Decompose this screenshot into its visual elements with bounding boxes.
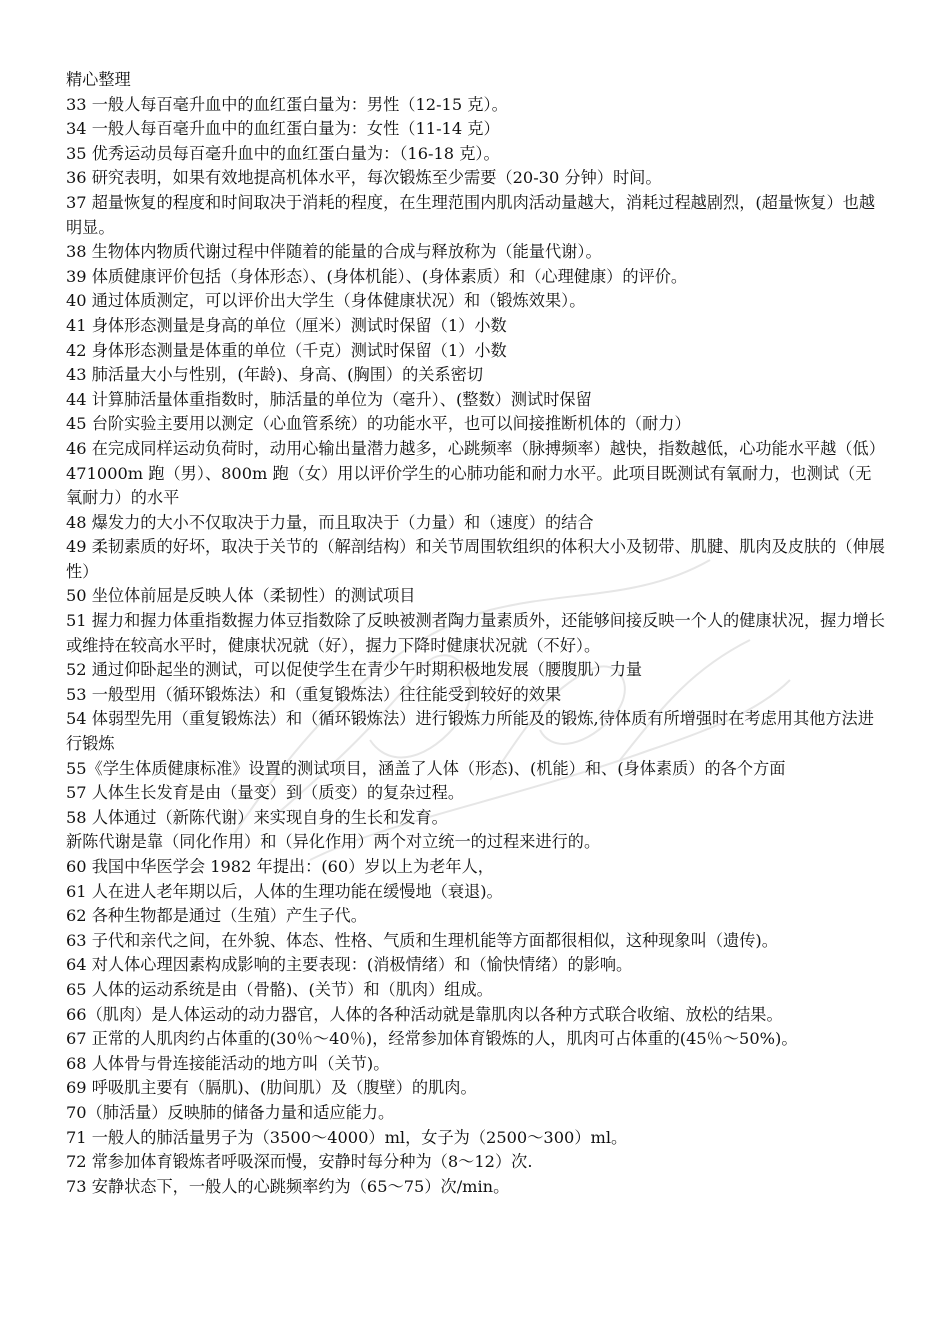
text-line: 67 正常的人肌肉约占体重的(30％～40％)，经常参加体育锻炼的人，肌肉可占体重的(45％～50%)。	[66, 1029, 798, 1049]
text-line: 65 人体的运动系统是由（骨骼)、(关节）和（肌肉）组成。	[66, 979, 493, 999]
text-line: 49 柔韧素质的好坏，取决于关节的（解剖结构）和关节周围软组织的体积大小及韧带、肌腱、肌肉及皮肤的（伸展性）	[66, 537, 885, 581]
text-line: 68 人体骨与骨连接能活动的地方叫（关节)。	[66, 1053, 390, 1073]
text-line: 39 体质健康评价包括（身体形态）、(身体机能）、(身体素质）和（心理健康）的评价。	[66, 266, 688, 286]
text-line: 37 超量恢复的程度和时间取决于消耗的程度，在生理范围内肌肉活动量越大，消耗过程越剧烈，(超量恢复）也越明显。	[66, 192, 876, 237]
content-lines	[66, 93, 886, 1200]
text-line: 471000m 跑（男）、800m 跑（女）用以评价学生的心肺功能和耐力水平。此项目既测试有氧耐力，也测试（无氧耐力）的水平	[66, 463, 872, 508]
text-line: 55《学生体质健康标准》设置的测试项目，涵盖了人体（形态)、(机能）和、(身体素质）的各个方面	[66, 758, 786, 778]
page-header: 精心整理	[66, 70, 131, 89]
text-line: 71 一般人的肺活量男子为（3500～4000）ml，女子为（2500～300）ml。	[66, 1127, 628, 1147]
text-line: 57 人体生长发育是由（量变）到（质变）的复杂过程。	[66, 783, 465, 803]
text-line: 61 人在进人老年期以后，人体的生理功能在缓慢地（衰退)。	[66, 881, 503, 901]
text-line: 41 身体形态测量是身高的单位（厘米）测试时保留（1）小数	[66, 315, 507, 335]
text-line: 69 呼吸肌主要有（膈肌)、(肋间肌）及（腹壁）的肌肉。	[66, 1078, 477, 1098]
text-line: 45 台阶实验主要用以测定（心血管系统）的功能水平，也可以间接推断机体的（耐力）	[66, 414, 691, 434]
text-line: 43 肺活量大小与性别，(年龄)、身高、(胸围）的关系密切	[66, 365, 484, 385]
text-line: 48 爆发力的大小不仅取决于力量，而且取决于（力量）和（速度）的结合	[66, 512, 594, 532]
text-line: 46 在完成同样运动负荷时，动用心输出量潜力越多，心跳频率（脉搏频率）越快，指数越低，心功能水平越（低）	[66, 438, 885, 458]
text-line: 58 人体通过（新陈代谢）来实现自身的生长和发育。	[66, 807, 448, 827]
text-line: 53 一般型用（循环锻炼法）和（重复锻炼法）往往能受到较好的效果	[66, 684, 562, 704]
text-line: 33 一般人每百毫升血中的血红蛋白量为：男性（12-15 克）。	[66, 94, 508, 114]
text-line: 63 子代和亲代之间，在外貌、体态、性格、气质和生理机能等方面都很相似，这种现象叫（遗传)。	[66, 930, 778, 950]
text-line: 38 生物体内物质代谢过程中伴随着的能量的合成与释放称为（能量代谢）。	[66, 242, 602, 262]
text-line: 新陈代谢是靠（同化作用）和（异化作用）两个对立统一的过程来进行的。	[66, 832, 601, 852]
text-line: 54 体弱型先用（重复锻炼法）和（循环锻炼法）进行锻炼力所能及的锻炼,待体质有所增强时在考虑用其他方法进行锻炼	[66, 709, 874, 754]
text-line: 72 常参加体育锻炼者呼吸深而慢，安静时每分种为（8～12）次.	[66, 1152, 533, 1172]
text-line: 34 一般人每百毫升血中的血红蛋白量为：女性（11-14 克）	[66, 119, 500, 139]
text-line: 60 我国中华医学会 1982 年提出：(60）岁以上为老年人，	[66, 857, 494, 876]
text-line: 51 握力和握力体重指数握力体豆指数除了反映被测者陶力量素质外，还能够间接反映一个人的健康状况，握力增长或维持在较高水平时，健康状况就（好），握力下降时健康状况就（不好）。	[66, 611, 885, 655]
text-line: 35 优秀运动员每百毫升血中的血红蛋白量为：（16-18 克）。	[66, 143, 500, 163]
text-line: 44 计算肺活量体重指数时，肺活量的单位为（毫升）、(整数）测试时保留	[66, 389, 592, 409]
text-line: 42 身体形态测量是体重的单位（千克）测试时保留（1）小数	[66, 340, 507, 360]
text-line: 64 对人体心理因素构成影响的主要表现：(消极情绪）和（愉快情绪）的影响。	[66, 955, 633, 975]
text-line: 73 安静状态下，一般人的心跳频率约为（65～75）次/min。	[66, 1176, 510, 1196]
text-line: 66（肌肉）是人体运动的动力器官，人体的各种活动就是靠肌肉以各种方式联合收缩、放松的结果。	[66, 1004, 783, 1024]
text-line: 62 各种生物都是通过（生殖）产生子代。	[66, 906, 367, 926]
text-line: 36 研究表明，如果有效地提高机体水平，每次锻炼至少需要（20-30 分钟）时间。	[66, 168, 662, 188]
document-page	[66, 68, 886, 1199]
text-line: 70（肺活量）反映肺的储备力量和适应能力。	[66, 1102, 395, 1122]
text-line: 52 通过仰卧起坐的测试，可以促使学生在青少午时期积极地发展（腰腹肌）力量	[66, 660, 643, 680]
text-line: 50 坐位体前屈是反映人体（柔韧性）的测试项目	[66, 586, 416, 606]
text-line: 40 通过体质测定，可以评价出大学生（身体健康状况）和（锻炼效果）。	[66, 291, 586, 311]
